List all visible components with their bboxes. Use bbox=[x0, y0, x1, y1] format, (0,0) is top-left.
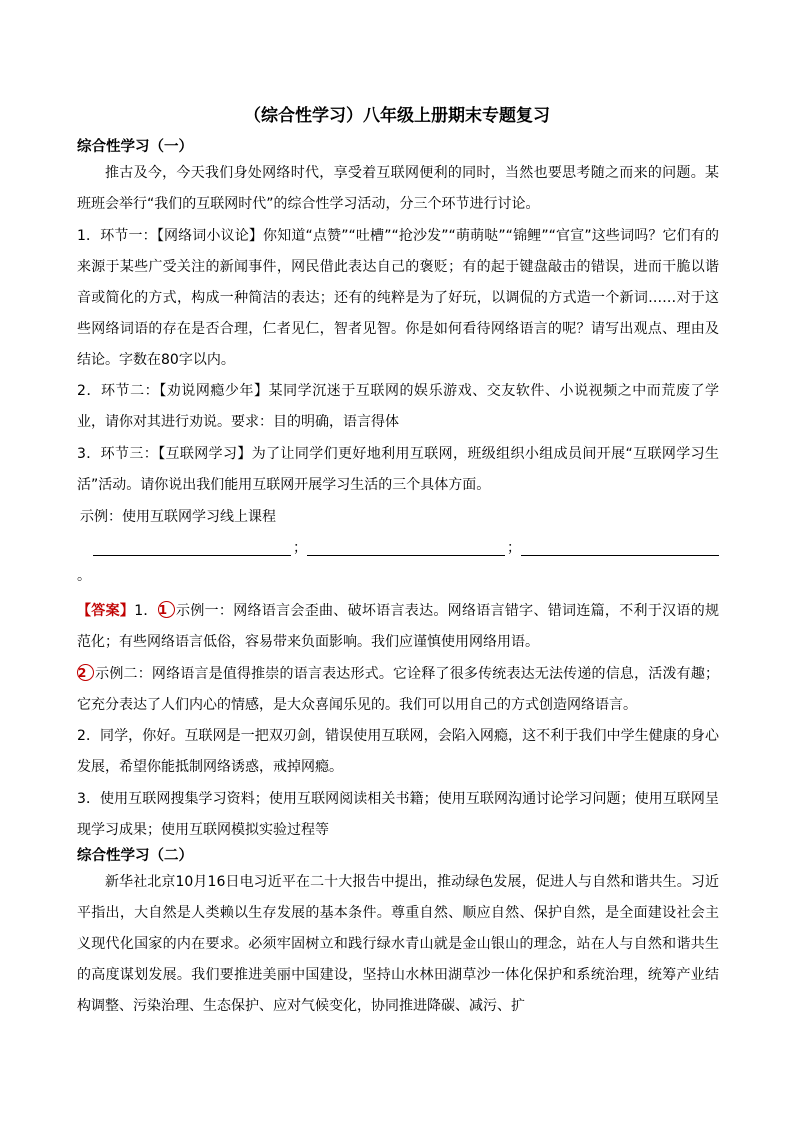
blank-separator-1: ； bbox=[293, 540, 307, 556]
section-heading-2: 综合性学习（二） bbox=[77, 848, 193, 864]
answer-1-example-1: 示例一：网络语言会歪曲、破坏语言表达。网络语言错字、错词连篇，不利于汉语的规范化；有些网络语言低俗，容易带来负面影响。我们应谨慎使用网络用语。 bbox=[77, 603, 720, 650]
answer-tag: 【答案】 bbox=[77, 603, 135, 619]
circled-number-icon: 1 bbox=[158, 601, 175, 618]
question-3: 3．环节三：【互联网学习】为了让同学们更好地利用互联网，班级组织小组成员间开展“互联网学习生活”活动。请你说出我们能用互联网开展学习生活的三个具体方面。 bbox=[77, 446, 719, 493]
answer-1-example-2: 示例二：网络语言是值得推崇的语言表达形式。它诠释了很多传统表达无法传递的信息，活泼有趣；它充分表达了人们内心的情感，是大众喜闻乐见的。我们可以用自己的方式创造网络语言。 bbox=[77, 666, 719, 713]
answer-1-part-1 bbox=[77, 596, 719, 658]
circled-number-icon: 2 bbox=[77, 664, 94, 681]
answer-blank-3[interactable] bbox=[521, 538, 719, 556]
intro-paragraph: 推古及今，今天我们身处网络时代，享受着互联网便利的同时，当然也要思考随之而来的问题。某班班会举行“我们的互联网时代”的综合性学习活动，分三个环节进行讨论。 bbox=[77, 165, 719, 212]
answer-blanks bbox=[93, 538, 719, 558]
answer-blank-1[interactable] bbox=[93, 538, 291, 556]
answer-3: 3．使用互联网搜集学习资料；使用互联网阅读相关书籍；使用互联网沟通讨论学习问题；使用互联网呈现学习成果；使用互联网模拟实验过程等 bbox=[77, 791, 719, 838]
answer-blank-2[interactable] bbox=[307, 538, 505, 556]
section-heading-1: 综合性学习（一） bbox=[77, 139, 193, 155]
question-1: 1．环节一：【网络词小议论】你知道“点赞”“吐槽”“抢沙发”“萌萌哒”“锦鲤”“官宣”这些词吗？它们有的来源于某些广受关注的新闻事件，网民借此表达自己的褒贬；有的起于键盘敲击的错误，进而干脆以谐音或简化的方式，构成一种简洁的表达；还有的纯粹是为了好玩，以调侃的方式造一个新词……对于这些网络词语的存在是否合理，仁者见仁，智者见智。你是如何看待网络语言的呢？请写出观点、理由及结论。字数在80字以内。 bbox=[77, 228, 719, 368]
answer-1-prefix: 1． bbox=[134, 603, 158, 619]
blank-separator-2: ； bbox=[507, 540, 521, 556]
end-mark: 。 bbox=[77, 568, 91, 584]
answer-2: 2．同学，你好。互联网是一把双刃剑，错误使用互联网，会陷入网瘾，这不利于我们中学生健康的身心发展，希望你能抵制网络诱惑，戒掉网瘾。 bbox=[77, 728, 719, 775]
question-2: 2．环节二：【劝说网瘾少年】某同学沉迷于互联网的娱乐游戏、交友软件、小说视频之中而荒废了学业，请你对其进行劝说。要求：目的明确，语言得体 bbox=[77, 383, 719, 430]
section-2-paragraph: 新华社北京10月16日电习近平在二十大报告中提出，推动绿色发展，促进人与自然和谐共生。习近平指出，大自然是人类赖以生存发展的基本条件。尊重自然、顺应自然、保护自然，是全面建设社会主义现代化国家的内在要求。必须牢固树立和践行绿水青山就是金山银山的理念，站在人与自然和谐共生的高度谋划发展。我们要推进美丽中国建设，坚持山水林田湖草沙一体化保护和系统治理，统筹产业结构调整、污染治理、生态保护、应对气候变化，协同推进降碳、减污、扩 bbox=[77, 874, 719, 1014]
example-text: 示例：使用互联网学习线上课程 bbox=[80, 509, 276, 525]
page-title: （综合性学习）八年级上册期末专题复习 bbox=[244, 106, 550, 126]
answer-1-part-2 bbox=[77, 659, 719, 721]
